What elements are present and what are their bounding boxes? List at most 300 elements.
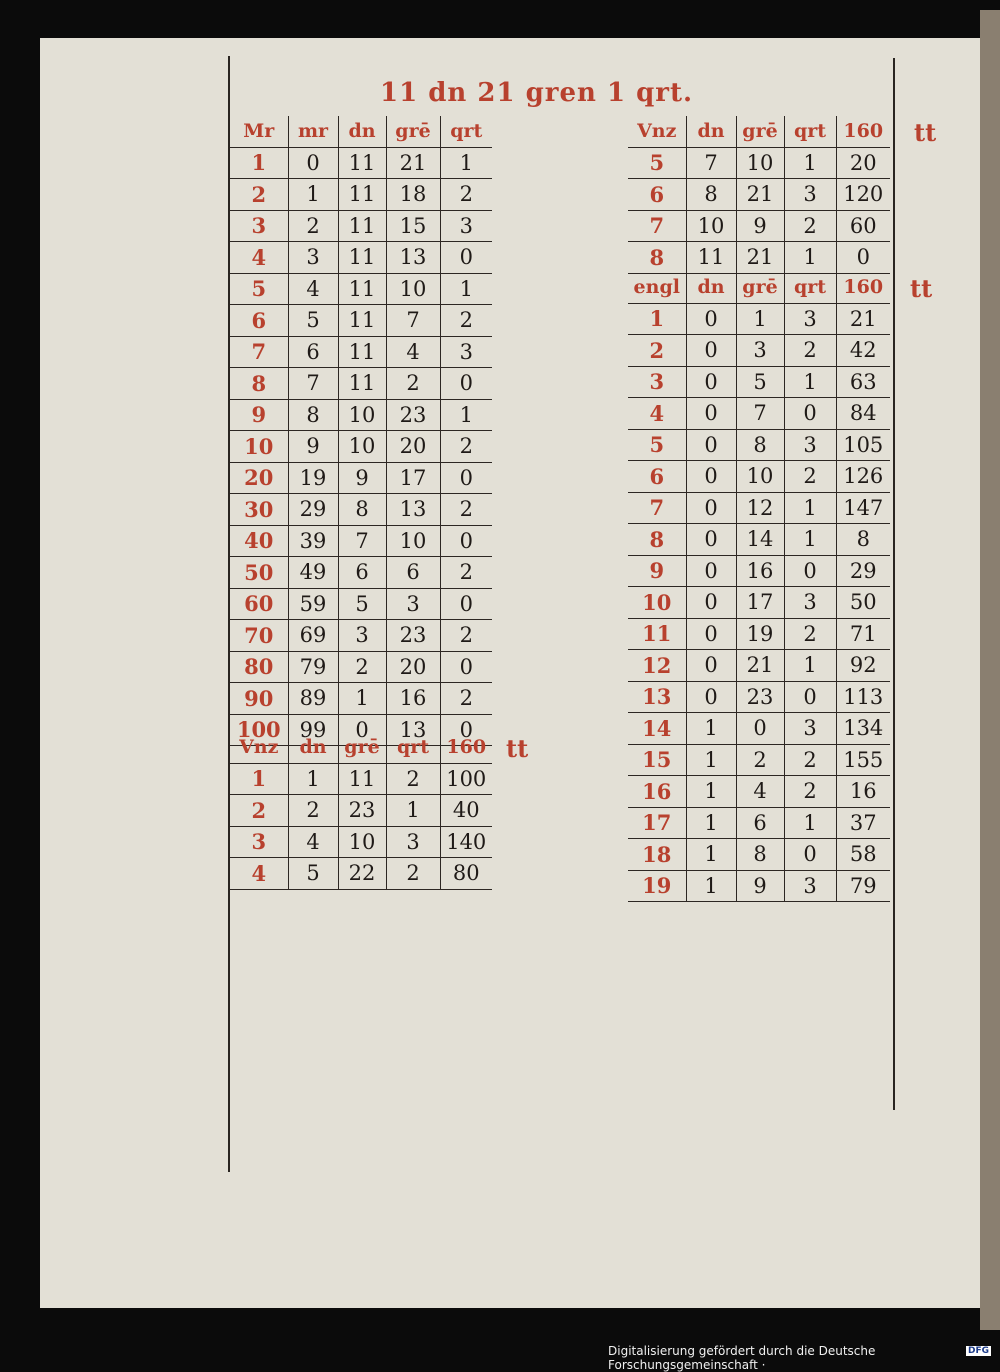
table-row: [230, 763, 492, 795]
table-row: [628, 744, 890, 776]
table-cell: 2: [440, 431, 492, 463]
table-cell: 1: [628, 303, 686, 335]
table-cell: 59: [288, 588, 338, 620]
table-cell: dn: [288, 732, 338, 763]
table-cell: 1: [288, 179, 338, 211]
table-cell: 10: [230, 431, 288, 463]
table-cell: 19: [288, 462, 338, 494]
table-cell: 1: [686, 807, 736, 839]
table-row: [628, 303, 890, 335]
table-cell: 21: [736, 242, 784, 274]
table-row: [628, 713, 890, 745]
table-cell: 0: [686, 587, 736, 619]
table-cell: 1: [784, 242, 836, 274]
table-cell: 4: [288, 273, 338, 305]
table-cell: 16: [836, 776, 890, 808]
table-cell: 0: [686, 429, 736, 461]
table-cell: 0: [686, 650, 736, 682]
table-cell: grē: [338, 732, 386, 763]
table-cell: 7: [628, 492, 686, 524]
table-cell: grē: [386, 116, 440, 147]
table-cell: 50: [230, 557, 288, 589]
table-cell: 8: [628, 242, 686, 274]
table-row: [628, 335, 890, 367]
table-header-row: [230, 732, 492, 763]
table-cell: 0: [440, 714, 492, 746]
table-cell: engl: [628, 272, 686, 303]
table-cell: 7: [230, 336, 288, 368]
table-cell: 0: [836, 242, 890, 274]
table-cell: 11: [338, 305, 386, 337]
table-cell: 0: [440, 525, 492, 557]
right-rule: [893, 58, 895, 1110]
table-cell: 4: [230, 242, 288, 274]
table-row: [230, 399, 492, 431]
table-row: [628, 776, 890, 808]
table-cell: 8: [230, 368, 288, 400]
table-cell: 11: [338, 763, 386, 795]
table-cell: qrt: [386, 732, 440, 763]
table-cell: 0: [686, 492, 736, 524]
table-cell: 19: [628, 870, 686, 902]
table-cell: 6: [230, 305, 288, 337]
table-cell: 0: [440, 651, 492, 683]
table-row: [230, 588, 492, 620]
table-row: [230, 826, 492, 858]
table-header-row: [628, 272, 890, 303]
table-cell: 63: [836, 366, 890, 398]
table-row: [230, 147, 492, 179]
table-header-row: [628, 116, 890, 147]
table-cell: 1: [288, 763, 338, 795]
table-row: [230, 683, 492, 715]
table-cell: 17: [386, 462, 440, 494]
table-cell: 5: [628, 147, 686, 179]
table-cell: 80: [440, 858, 492, 890]
table-cell: 0: [686, 555, 736, 587]
table-cell: 15: [628, 744, 686, 776]
table-cell: 19: [736, 618, 784, 650]
table-cell: 0: [736, 713, 784, 745]
table-cell: 11: [338, 179, 386, 211]
table-cell: 5: [628, 429, 686, 461]
table-months: [230, 116, 492, 746]
table-row: [230, 368, 492, 400]
table-cell: 2: [784, 210, 836, 242]
table-row: [230, 179, 492, 211]
table-row: [230, 557, 492, 589]
table-cell: 105: [836, 429, 890, 461]
table-cell: grē: [736, 272, 784, 303]
table-cell: 3: [440, 336, 492, 368]
table-row: [628, 524, 890, 556]
table-cell: 79: [288, 651, 338, 683]
table-cell: 2: [784, 776, 836, 808]
table-cell: 3: [386, 826, 440, 858]
table-row: [230, 336, 492, 368]
table-cell: 21: [836, 303, 890, 335]
table-cell: 2: [440, 683, 492, 715]
table-cell: 8: [736, 429, 784, 461]
table-row: [230, 620, 492, 652]
table-cell: 5: [338, 588, 386, 620]
table-cell: 3: [784, 713, 836, 745]
table-row: [230, 273, 492, 305]
table-cell: 13: [386, 494, 440, 526]
table-cell: qrt: [784, 116, 836, 147]
table-cell: 16: [628, 776, 686, 808]
table-cell: 0: [784, 555, 836, 587]
table-cell: 1: [784, 524, 836, 556]
table-cell: 0: [686, 335, 736, 367]
table-cell: mr: [288, 116, 338, 147]
table-cell: 155: [836, 744, 890, 776]
table-cell: qrt: [784, 272, 836, 303]
table-cell: 23: [338, 795, 386, 827]
table-cell: 1: [784, 807, 836, 839]
table-cell: 40: [440, 795, 492, 827]
table-cell: Vnz: [628, 116, 686, 147]
table-row: [628, 179, 890, 211]
table-cell: 23: [386, 620, 440, 652]
table-cell: 6: [628, 461, 686, 493]
table-cell: 10: [338, 399, 386, 431]
table-cell: 8: [628, 524, 686, 556]
table-cell: 2: [784, 618, 836, 650]
table-cell: 11: [338, 147, 386, 179]
table-cell: 6: [386, 557, 440, 589]
table-cell: 11: [338, 336, 386, 368]
table-cell: 1: [686, 839, 736, 871]
table-row: [628, 555, 890, 587]
table-row: [628, 461, 890, 493]
table-cell: 21: [736, 179, 784, 211]
table-row: [230, 494, 492, 526]
table-row: [230, 525, 492, 557]
table-cell: 9: [338, 462, 386, 494]
table-cell: 16: [386, 683, 440, 715]
table-cell: 11: [338, 210, 386, 242]
dfg-logo: DFG: [968, 1346, 990, 1356]
table-cell: 90: [230, 683, 288, 715]
table-cell: 69: [288, 620, 338, 652]
table-cell: 2: [288, 795, 338, 827]
table-units-b-mark: tt: [914, 118, 937, 147]
table-row: [628, 870, 890, 902]
table-cell: 10: [386, 525, 440, 557]
table-units-a: [230, 732, 492, 890]
table-cell: qrt: [440, 116, 492, 147]
table-cell: 113: [836, 681, 890, 713]
table-cell: 10: [736, 147, 784, 179]
table-cell: 6: [628, 179, 686, 211]
table-cell: 14: [628, 713, 686, 745]
table-cell: 0: [440, 368, 492, 400]
table-cell: 39: [288, 525, 338, 557]
table-cell: 10: [338, 826, 386, 858]
table-cell: 2: [338, 651, 386, 683]
table-cell: 11: [338, 368, 386, 400]
table-cell: 92: [836, 650, 890, 682]
table-cell: 140: [440, 826, 492, 858]
table-row: [230, 210, 492, 242]
table-cell: 0: [686, 524, 736, 556]
table-row: [230, 858, 492, 890]
table-cell: 60: [230, 588, 288, 620]
table-cell: 2: [386, 858, 440, 890]
table-cell: 30: [230, 494, 288, 526]
table-cell: 3: [784, 303, 836, 335]
table-cell: 6: [338, 557, 386, 589]
table-cell: 4: [736, 776, 784, 808]
table-cell: 3: [440, 210, 492, 242]
table-cell: grē: [736, 116, 784, 147]
table-cell: 8: [338, 494, 386, 526]
table-cell: 7: [338, 525, 386, 557]
table-cell: 89: [288, 683, 338, 715]
table-cell: 40: [230, 525, 288, 557]
table-cell: 1: [784, 650, 836, 682]
table-cell: 0: [288, 147, 338, 179]
table-cell: 1: [736, 303, 784, 335]
table-cell: 3: [338, 620, 386, 652]
table-cell: 13: [386, 242, 440, 274]
table-cell: 1: [784, 492, 836, 524]
table-cell: 0: [784, 681, 836, 713]
table-cell: 10: [386, 273, 440, 305]
table-cell: 60: [836, 210, 890, 242]
table-cell: 22: [338, 858, 386, 890]
table-cell: 42: [836, 335, 890, 367]
table-cell: 7: [288, 368, 338, 400]
table-cell: 7: [386, 305, 440, 337]
table-cell: 1: [686, 776, 736, 808]
table-cell: 2: [440, 620, 492, 652]
table-cell: 1: [784, 366, 836, 398]
table-cell: 160: [440, 732, 492, 763]
table-cell: 0: [686, 366, 736, 398]
table-cell: 16: [736, 555, 784, 587]
table-cell: 3: [784, 870, 836, 902]
table-cell: 2: [628, 335, 686, 367]
table-row: [230, 242, 492, 274]
table-cell: dn: [686, 272, 736, 303]
table-cell: 7: [628, 210, 686, 242]
table-cell: 3: [628, 366, 686, 398]
table-row: [628, 429, 890, 461]
table-angels-mark: tt: [910, 274, 933, 303]
table-cell: 2: [440, 494, 492, 526]
table-cell: 3: [288, 242, 338, 274]
table-cell: 6: [736, 807, 784, 839]
table-cell: 71: [836, 618, 890, 650]
table-cell: 58: [836, 839, 890, 871]
table-cell: 8: [736, 839, 784, 871]
table-cell: 2: [784, 744, 836, 776]
table-cell: 12: [628, 650, 686, 682]
table-cell: 80: [230, 651, 288, 683]
table-cell: 3: [230, 210, 288, 242]
table-cell: 4: [288, 826, 338, 858]
table-cell: 84: [836, 398, 890, 430]
table-cell: 23: [386, 399, 440, 431]
table-cell: 5: [288, 858, 338, 890]
table-cell: 3: [784, 587, 836, 619]
table-cell: 100: [440, 763, 492, 795]
table-cell: dn: [686, 116, 736, 147]
table-cell: 18: [386, 179, 440, 211]
table-cell: 9: [230, 399, 288, 431]
table-row: [628, 210, 890, 242]
table-cell: 100: [230, 714, 288, 746]
table-cell: 79: [836, 870, 890, 902]
table-cell: 3: [784, 429, 836, 461]
table-cell: 1: [230, 763, 288, 795]
table-cell: 0: [686, 618, 736, 650]
table-cell: 9: [736, 210, 784, 242]
table-cell: 1: [338, 683, 386, 715]
table-cell: 1: [686, 870, 736, 902]
table-cell: 7: [736, 398, 784, 430]
table-cell: 1: [784, 147, 836, 179]
table-cell: 134: [836, 713, 890, 745]
table-cell: 2: [784, 335, 836, 367]
page-heading: 11 dn 21 gren 1 qrt.: [380, 78, 694, 108]
table-cell: 0: [686, 461, 736, 493]
table-cell: 1: [386, 795, 440, 827]
table-cell: 1: [440, 399, 492, 431]
table-cell: 11: [338, 273, 386, 305]
table-row: [230, 305, 492, 337]
table-cell: 17: [628, 807, 686, 839]
table-cell: 0: [338, 714, 386, 746]
table-cell: 2: [440, 179, 492, 211]
table-row: [628, 398, 890, 430]
table-cell: 20: [386, 431, 440, 463]
table-cell: 6: [288, 336, 338, 368]
table-cell: 23: [736, 681, 784, 713]
table-cell: Mr: [230, 116, 288, 147]
table-cell: 2: [440, 305, 492, 337]
table-row: [628, 587, 890, 619]
table-cell: 2: [288, 210, 338, 242]
table-cell: 147: [836, 492, 890, 524]
table-cell: 10: [736, 461, 784, 493]
table-row: [628, 492, 890, 524]
table-row: [628, 839, 890, 871]
table-cell: dn: [338, 116, 386, 147]
table-cell: 70: [230, 620, 288, 652]
table-cell: 3: [784, 179, 836, 211]
table-cell: 0: [686, 398, 736, 430]
table-cell: 1: [686, 744, 736, 776]
table-cell: 10: [338, 431, 386, 463]
table-cell: 0: [440, 588, 492, 620]
table-cell: 21: [736, 650, 784, 682]
table-cell: 160: [836, 272, 890, 303]
table-cell: 9: [288, 431, 338, 463]
table-cell: 1: [230, 147, 288, 179]
table-cell: Vnz: [230, 732, 288, 763]
table-cell: 0: [784, 398, 836, 430]
table-row: [230, 651, 492, 683]
table-cell: 2: [386, 763, 440, 795]
table-cell: 5: [288, 305, 338, 337]
table-row: [628, 618, 890, 650]
table-row: [628, 366, 890, 398]
table-cell: 99: [288, 714, 338, 746]
table-cell: 0: [440, 242, 492, 274]
table-cell: 4: [230, 858, 288, 890]
digitization-credit: Digitalisierung gefördert durch die Deutsche Forschungsgemeinschaft ·: [608, 1344, 876, 1372]
table-units-a-mark: tt: [506, 734, 529, 763]
table-cell: 1: [440, 147, 492, 179]
table-row: [628, 147, 890, 179]
table-cell: 49: [288, 557, 338, 589]
table-cell: 2: [440, 557, 492, 589]
table-row: [628, 807, 890, 839]
table-cell: 2: [386, 368, 440, 400]
table-row: [230, 795, 492, 827]
table-cell: 12: [736, 492, 784, 524]
table-cell: 21: [386, 147, 440, 179]
table-cell: 2: [230, 795, 288, 827]
table-cell: 13: [628, 681, 686, 713]
table-cell: 0: [784, 839, 836, 871]
table-cell: 3: [386, 588, 440, 620]
table-cell: 10: [628, 587, 686, 619]
table-cell: 10: [686, 210, 736, 242]
table-cell: 0: [440, 462, 492, 494]
table-row: [628, 242, 890, 274]
table-cell: 8: [288, 399, 338, 431]
table-cell: 1: [686, 713, 736, 745]
table-row: [628, 681, 890, 713]
table-cell: 14: [736, 524, 784, 556]
table-cell: 120: [836, 179, 890, 211]
table-cell: 11: [686, 242, 736, 274]
table-header-row: [230, 116, 492, 147]
table-cell: 50: [836, 587, 890, 619]
table-cell: 2: [736, 744, 784, 776]
table-cell: 4: [386, 336, 440, 368]
table-cell: 18: [628, 839, 686, 871]
table-cell: 160: [836, 116, 890, 147]
table-cell: 3: [230, 826, 288, 858]
table-cell: 8: [836, 524, 890, 556]
table-cell: 29: [288, 494, 338, 526]
table-cell: 0: [686, 303, 736, 335]
table-cell: 5: [736, 366, 784, 398]
table-cell: 7: [686, 147, 736, 179]
table-units-b: [628, 116, 890, 274]
table-cell: 37: [836, 807, 890, 839]
table-cell: 4: [628, 398, 686, 430]
table-cell: 126: [836, 461, 890, 493]
page-edge: [980, 10, 1000, 1330]
table-cell: 9: [736, 870, 784, 902]
table-row: [230, 462, 492, 494]
table-cell: 1: [440, 273, 492, 305]
table-cell: 29: [836, 555, 890, 587]
table-cell: 11: [628, 618, 686, 650]
table-cell: 3: [736, 335, 784, 367]
table-cell: 20: [836, 147, 890, 179]
table-cell: 0: [686, 681, 736, 713]
table-cell: 2: [784, 461, 836, 493]
table-cell: 20: [386, 651, 440, 683]
table-cell: 5: [230, 273, 288, 305]
